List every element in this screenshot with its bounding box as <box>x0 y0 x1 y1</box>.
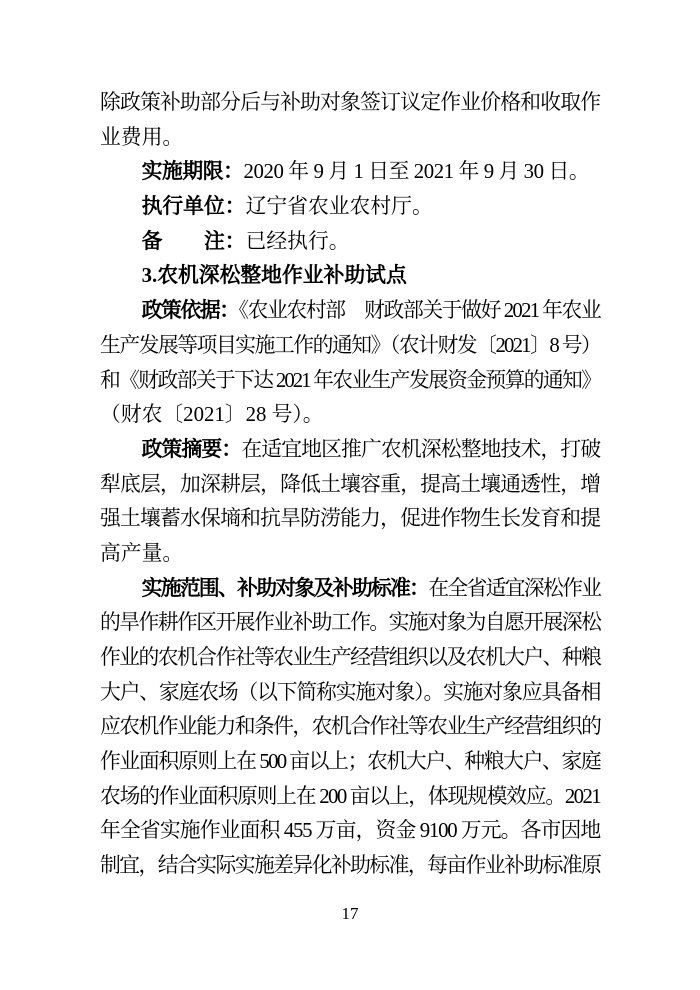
policy-summary-line: 高产量。 <box>100 541 184 565</box>
paragraph-text: 在全省适宜深松作业 <box>428 576 600 600</box>
paragraph-label: 政策摘要： <box>141 437 242 461</box>
policy-summary-line <box>100 433 600 468</box>
field-remark <box>100 225 600 260</box>
document-page-body <box>100 86 600 884</box>
policy-basis-line: 和《财政部关于下达 2021 年农业生产发展资金预算的通知》 <box>100 368 600 392</box>
section-heading: 3.农机深松整地作业补助试点 <box>141 264 407 288</box>
field-label: 备 注： <box>141 229 246 253</box>
field-value: 2020 年 9 月 1 日至 2021 年 9 月 30 日。 <box>243 160 590 184</box>
field-label: 执行单位： <box>141 195 246 219</box>
paragraph-continuation-line: 业费用。 <box>100 125 184 149</box>
scope-standard-line: 作业面积原则上在 500 亩以上；农机大户、种粮大户、家庭 <box>100 750 600 774</box>
policy-basis-line: （财农〔2021〕28 号）。 <box>100 403 324 427</box>
scope-standard-line: 应农机作业能力和条件，农机合作社等农业生产经营组织的 <box>100 715 600 739</box>
paragraph-text: 《农业农村部 财政部关于做好 2021 年农业 <box>238 299 601 323</box>
policy-basis-line: 生产发展等项目实施工作的通知》（农计财发〔2021〕8 号） <box>100 333 600 357</box>
paragraph-continuation-line: 除政策补助部分后与补助对象签订议定作业价格和收取作 <box>100 91 600 114</box>
field-implementation-period <box>100 155 600 190</box>
scope-standard-line: 的旱作耕作区开展作业补助工作。实施对象为自愿开展深松 <box>100 611 600 635</box>
paragraph-label: 政策依据： <box>141 299 239 323</box>
scope-standard-line <box>100 572 600 607</box>
field-label: 实施期限： <box>141 160 244 184</box>
scope-standard-line: 大户、家庭农场（以下简称实施对象）。实施对象应具备相 <box>100 680 600 704</box>
policy-summary-line: 强土壤蓄水保墒和抗旱防涝能力，促进作物生长发育和提 <box>100 507 600 531</box>
field-value: 已经执行。 <box>245 229 350 253</box>
scope-standard-line: 农场的作业面积原则上在 200 亩以上，体现规模效应。2021 <box>100 784 600 808</box>
page-number: 17 <box>341 904 359 923</box>
scope-standard-line: 年全省实施作业面积 455 万亩，资金 9100 万元。各市因地 <box>100 819 600 843</box>
policy-basis-line <box>100 294 600 329</box>
policy-summary-line: 犁底层，加深耕层，降低土壤容重，提高土壤通透性，增 <box>100 472 600 496</box>
scope-standard-line: 作业的农机合作社等农业生产经营组织以及农机大户、种粮 <box>100 646 600 669</box>
paragraph-text: 在适宜地区推广农机深松整地技术，打破 <box>241 437 601 461</box>
field-value: 辽宁省农业农村厅。 <box>245 195 433 219</box>
scope-standard-line: 制宜，结合实际实施差异化补助标准，每亩作业补助标准原 <box>100 854 600 878</box>
field-executing-unit <box>100 190 600 225</box>
paragraph-label: 实施范围、补助对象及补助标准： <box>141 576 429 600</box>
